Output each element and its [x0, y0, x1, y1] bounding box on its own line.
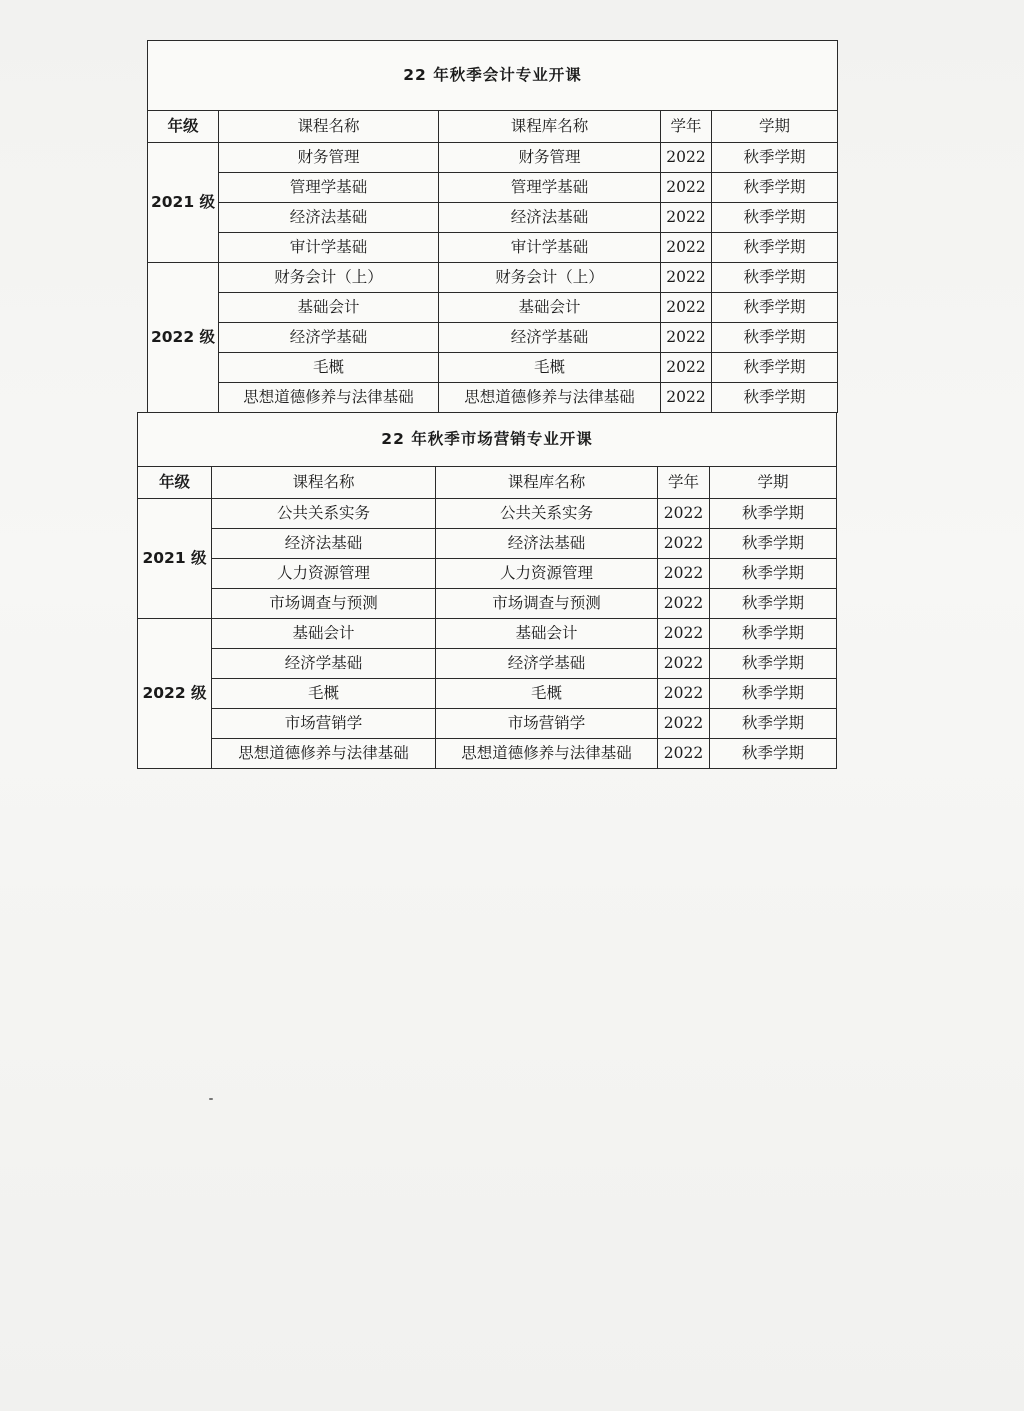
library-name: 市场营销学: [436, 709, 658, 739]
course-name: 基础会计: [219, 293, 439, 323]
academic-year: 2022: [661, 173, 712, 203]
term: 秋季学期: [710, 679, 837, 709]
table-row: [148, 203, 838, 233]
course-name: 市场调查与预测: [212, 589, 436, 619]
term: 秋季学期: [712, 263, 838, 293]
course-name: 思想道德修养与法律基础: [219, 383, 439, 413]
library-name: 思想道德修养与法律基础: [436, 739, 658, 769]
table-row: [148, 173, 838, 203]
term: 秋季学期: [712, 203, 838, 233]
table-row: [138, 739, 837, 769]
course-name: 经济法基础: [219, 203, 439, 233]
table-row: [148, 263, 838, 293]
academic-year: 2022: [658, 679, 710, 709]
academic-year: 2022: [658, 589, 710, 619]
library-name: 审计学基础: [439, 233, 661, 263]
library-name: 公共关系实务: [436, 499, 658, 529]
table-row: [148, 233, 838, 263]
academic-year: 2022: [658, 739, 710, 769]
term: 秋季学期: [712, 323, 838, 353]
course-name: 毛概: [219, 353, 439, 383]
header-term: 学期: [710, 467, 837, 499]
academic-year: 2022: [661, 263, 712, 293]
header-course-name: 课程名称: [219, 111, 439, 143]
term: 秋季学期: [710, 589, 837, 619]
academic-year: 2022: [661, 353, 712, 383]
header-row: [138, 467, 837, 499]
header-course-name: 课程名称: [212, 467, 436, 499]
library-name: 思想道德修养与法律基础: [439, 383, 661, 413]
academic-year: 2022: [661, 323, 712, 353]
grade-cell: 2021 级: [148, 143, 219, 263]
term: 秋季学期: [710, 529, 837, 559]
grade-cell: 2022 级: [148, 263, 219, 413]
term: 秋季学期: [712, 233, 838, 263]
course-name: 毛概: [212, 679, 436, 709]
term: 秋季学期: [710, 559, 837, 589]
academic-year: 2022: [658, 529, 710, 559]
course-name: 经济法基础: [212, 529, 436, 559]
library-name: 基础会计: [439, 293, 661, 323]
term: 秋季学期: [712, 173, 838, 203]
library-name: 基础会计: [436, 619, 658, 649]
academic-year: 2022: [661, 203, 712, 233]
accounting-course-table: [147, 40, 838, 413]
course-name: 思想道德修养与法律基础: [212, 739, 436, 769]
table-row: [148, 383, 838, 413]
course-name: 审计学基础: [219, 233, 439, 263]
course-name: 市场营销学: [212, 709, 436, 739]
header-term: 学期: [712, 111, 838, 143]
course-name: 基础会计: [212, 619, 436, 649]
table-row: [148, 143, 838, 173]
marketing-course-table: [137, 412, 837, 769]
library-name: 经济学基础: [439, 323, 661, 353]
term: 秋季学期: [712, 143, 838, 173]
library-name: 管理学基础: [439, 173, 661, 203]
header-row: [148, 111, 838, 143]
course-name: 公共关系实务: [212, 499, 436, 529]
header-library-name: 课程库名称: [439, 111, 661, 143]
term: 秋季学期: [710, 739, 837, 769]
table-row: [138, 589, 837, 619]
table-row: [138, 499, 837, 529]
term: 秋季学期: [710, 619, 837, 649]
term: 秋季学期: [710, 649, 837, 679]
academic-year: 2022: [661, 233, 712, 263]
header-academic-year: 学年: [661, 111, 712, 143]
term: 秋季学期: [710, 709, 837, 739]
library-name: 财务管理: [439, 143, 661, 173]
table-title: 22 年秋季市场营销专业开课: [138, 413, 837, 467]
grade-cell: 2021 级: [138, 499, 212, 619]
academic-year: 2022: [658, 499, 710, 529]
library-name: 经济法基础: [439, 203, 661, 233]
table-row: [148, 293, 838, 323]
table-title: 22 年秋季会计专业开课: [148, 41, 838, 111]
course-name: 经济学基础: [219, 323, 439, 353]
term: 秋季学期: [712, 383, 838, 413]
table-row: [138, 709, 837, 739]
academic-year: 2022: [661, 143, 712, 173]
academic-year: 2022: [658, 709, 710, 739]
library-name: 经济学基础: [436, 649, 658, 679]
header-grade: 年级: [148, 111, 219, 143]
library-name: 经济法基础: [436, 529, 658, 559]
header-academic-year: 学年: [658, 467, 710, 499]
header-library-name: 课程库名称: [436, 467, 658, 499]
paper-speck: [209, 1098, 213, 1100]
grade-cell: 2022 级: [138, 619, 212, 769]
table-row: [138, 649, 837, 679]
table-row: [148, 323, 838, 353]
table-row: [148, 353, 838, 383]
academic-year: 2022: [661, 383, 712, 413]
academic-year: 2022: [661, 293, 712, 323]
header-grade: 年级: [138, 467, 212, 499]
table-row: [138, 679, 837, 709]
library-name: 人力资源管理: [436, 559, 658, 589]
academic-year: 2022: [658, 649, 710, 679]
course-name: 财务管理: [219, 143, 439, 173]
academic-year: 2022: [658, 619, 710, 649]
academic-year: 2022: [658, 559, 710, 589]
course-name: 人力资源管理: [212, 559, 436, 589]
term: 秋季学期: [712, 293, 838, 323]
course-name: 管理学基础: [219, 173, 439, 203]
table-row: [138, 529, 837, 559]
library-name: 毛概: [439, 353, 661, 383]
course-name: 财务会计（上）: [219, 263, 439, 293]
table-row: [138, 619, 837, 649]
table-row: [138, 559, 837, 589]
term: 秋季学期: [710, 499, 837, 529]
term: 秋季学期: [712, 353, 838, 383]
library-name: 财务会计（上）: [439, 263, 661, 293]
course-name: 经济学基础: [212, 649, 436, 679]
library-name: 市场调查与预测: [436, 589, 658, 619]
library-name: 毛概: [436, 679, 658, 709]
